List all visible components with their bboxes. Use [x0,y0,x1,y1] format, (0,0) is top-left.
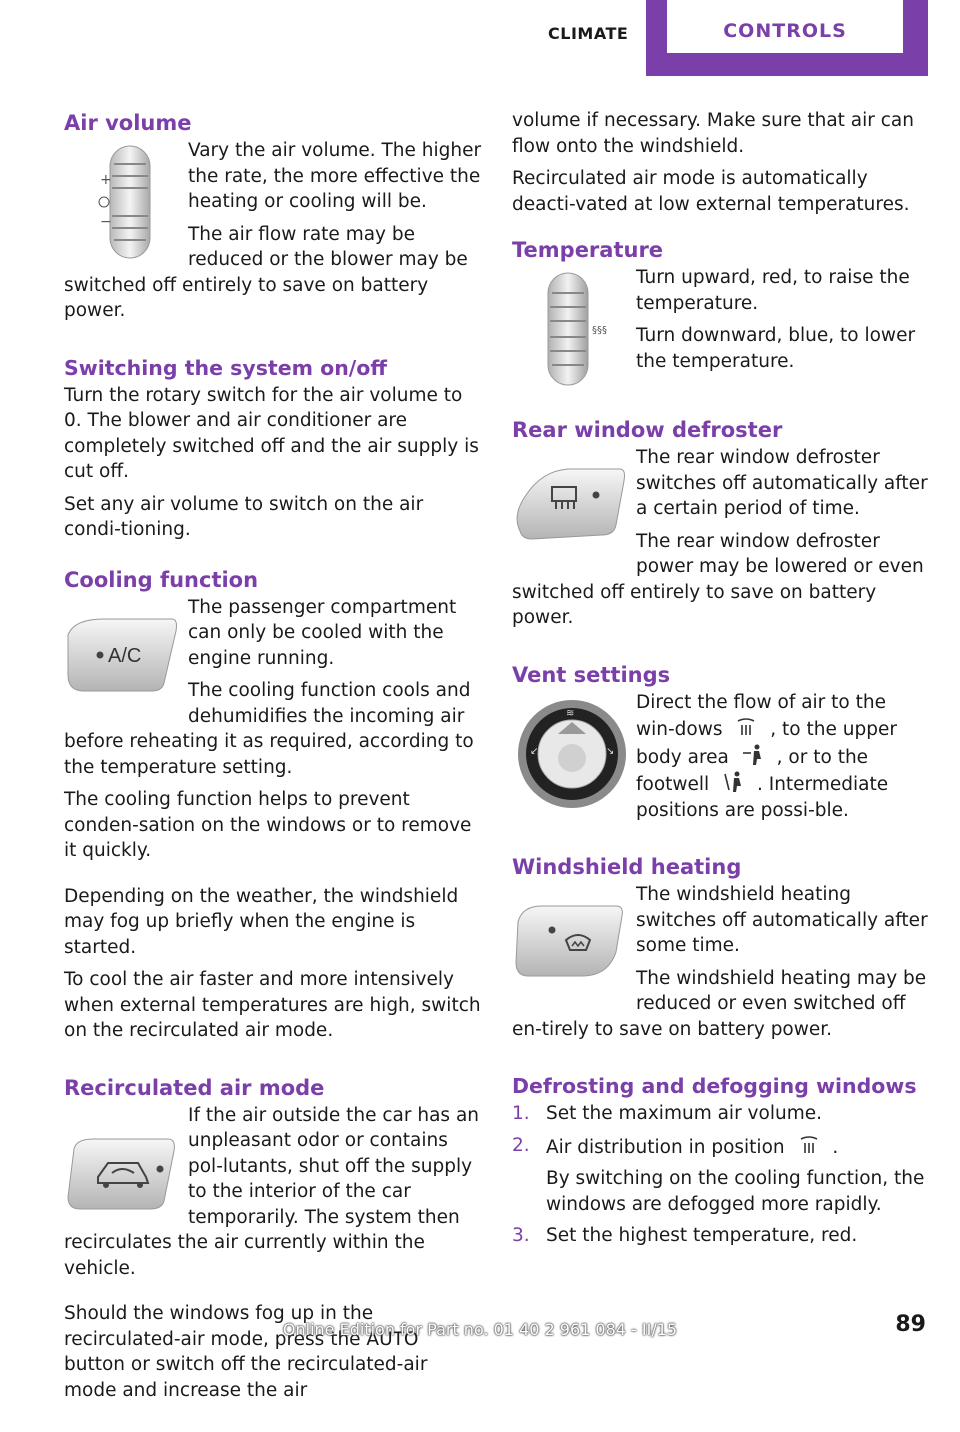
defrost-section [512,1071,930,1249]
vent-text-part-4: . Intermediate positions are possi‐ble. [636,774,889,821]
defrost-heading: Defrosting and defogging windows [512,1074,917,1098]
svg-text:A/C: A/C [108,644,142,667]
vent-text-part-1: Direct the flow of air to the win‐dows [636,691,886,740]
cooling-heading: Cooling function [64,567,259,592]
defrost-step [512,1223,930,1249]
air-volume-section [64,108,482,331]
windshield-airflow-icon [797,1133,821,1157]
continued-section [512,108,930,217]
rear-defroster-button-illustration [512,455,628,551]
temperature-section [512,235,930,393]
step-number: 1. [512,1103,530,1124]
ac-button-icon [64,605,180,701]
footer-edition-text: Online Edition for Part no. 01 40 2 961 084 - II/15 [282,1320,678,1339]
svg-text:≋: ≋ [566,707,575,719]
switching-heading: Switching the system on/off [64,355,387,380]
vent-settings-heading: Vent settings [512,662,671,687]
switching-text-2: Set any air volume to switch on the air condi‐tioning. [64,493,424,540]
air-volume-text-1: Vary the air volume. The higher the rate, the more effective the heating or cooling will be. [188,140,482,212]
step-text: Set the highest temperature, red. [546,1225,858,1246]
temperature-text-2: Turn downward, blue, to lower the temperature. [636,325,916,372]
defrost-step [512,1133,930,1218]
step-text-suffix: . [832,1136,839,1158]
windshield-heating-section [512,852,930,1049]
svg-text:−: − [100,214,112,230]
footwell-airflow-icon [721,770,745,794]
cooling-section [64,565,482,1051]
recirc-button-illustration [64,1125,180,1221]
air-volume-text-2: The air flow rate may be reduced or the blower may be switched off entirely to save on battery power. [64,223,468,321]
cooling-text-3: The cooling function helps to prevent conden‐sation on the windows or to remove it quickly. [64,789,472,861]
air-volume-knob-illustration [64,142,180,262]
windshield-heating-button-illustration [512,892,628,988]
windshield-heating-button-icon [512,892,628,988]
rear-defroster-heading: Rear window defroster [512,418,783,442]
windshield-heating-text-2: The windshield heating may be reduced or even switched off en‐tirely to save on battery power. [512,967,927,1040]
vent-settings-section [512,660,930,831]
recirculated-section [64,1073,482,1411]
recirculated-text-2: Should the windows fog up in the recirculated-air mode, press the AUTO button or switch off the recirculated-air mode and increase the air [64,1303,428,1401]
left-column [64,108,482,1432]
page-number: 89 [895,1312,926,1337]
step-text: Air distribution in position [546,1136,785,1158]
switching-section [64,353,482,543]
svg-text:↙: ↙ [530,745,539,757]
cooling-text-1: The passenger compartment can only be cooled with the engine running. [188,596,457,669]
defrost-step [512,1101,930,1127]
header-chapter-tab [646,0,928,76]
switching-text-1: Turn the rotary switch for the air volume to 0. The blower and air conditioner are completely switched off and the air supply is cut off. [64,384,479,482]
windshield-heating-text-1: The windshield heating switches off automatically after some time. [636,884,928,956]
rear-defroster-section [512,415,930,638]
rear-defroster-button-icon [512,455,628,551]
rotary-knob-icon [64,142,180,262]
recirculated-heading: Recirculated air mode [64,1075,325,1100]
continued-text-2: Recirculated air mode is automatically deacti‐vated at low external temperatures. [512,168,910,215]
temperature-knob-icon [512,269,628,389]
rear-defroster-text-1: The rear window defroster switches off automatically after a certain period of time. [636,447,928,519]
step-number: 2. [512,1134,530,1156]
temperature-text-1: Turn upward, red, to raise the temperature. [636,267,910,314]
step-text: Set the maximum air volume. [546,1103,822,1124]
windshield-airflow-icon [734,715,758,739]
windshield-heating-heading: Windshield heating [512,855,742,879]
continued-text-1: volume if necessary. Make sure that air can flow onto the windshield. [512,110,914,157]
rear-defroster-text-2: The rear window defroster power may be lowered or even switched off entirely to save on battery power. [512,530,924,628]
svg-text:+: + [100,172,112,188]
recirculated-text-1: If the air outside the car has an unpleasant odor or contains pol‐lutants, shut off the supply to the interior of the car temporarily. The system then recirculates the air currently within the vehicle. [64,1104,480,1279]
cooling-text-2: The cooling function cools and dehumidifies the incoming air before reheating it as required, according to the temperature setting. [64,680,474,778]
temperature-heading: Temperature [512,238,664,262]
cooling-text-4: Depending on the weather, the windshield may fog up briefly when the engine is started. [64,885,459,958]
cooling-text-5: To cool the air faster and more intensively when external temperatures are high, switch on the recirculated air mode. [64,969,481,1041]
vent-dial-illustration [512,694,628,814]
temperature-knob-illustration [512,269,628,389]
svg-text:↘: ↘ [606,745,615,757]
header-section-label: CLIMATE [548,24,629,43]
right-column [512,108,930,1271]
svg-text:§§§: §§§ [592,325,607,336]
step-note: By switching on the cooling function, the windows are defogged more rapidly. [546,1168,925,1215]
ac-button-illustration [64,605,180,701]
air-volume-heading: Air volume [64,111,192,135]
defrost-steps [512,1101,930,1249]
vent-text-part-3: , or to the footwell [636,746,869,795]
vent-dial-icon [512,694,628,814]
vent-text-part-2: , to the upper body area [636,719,897,768]
recirculation-button-icon [64,1125,180,1221]
step-number: 3. [512,1225,530,1246]
header-chapter-label: CONTROLS [666,0,904,54]
upper-body-airflow-icon [741,743,765,767]
